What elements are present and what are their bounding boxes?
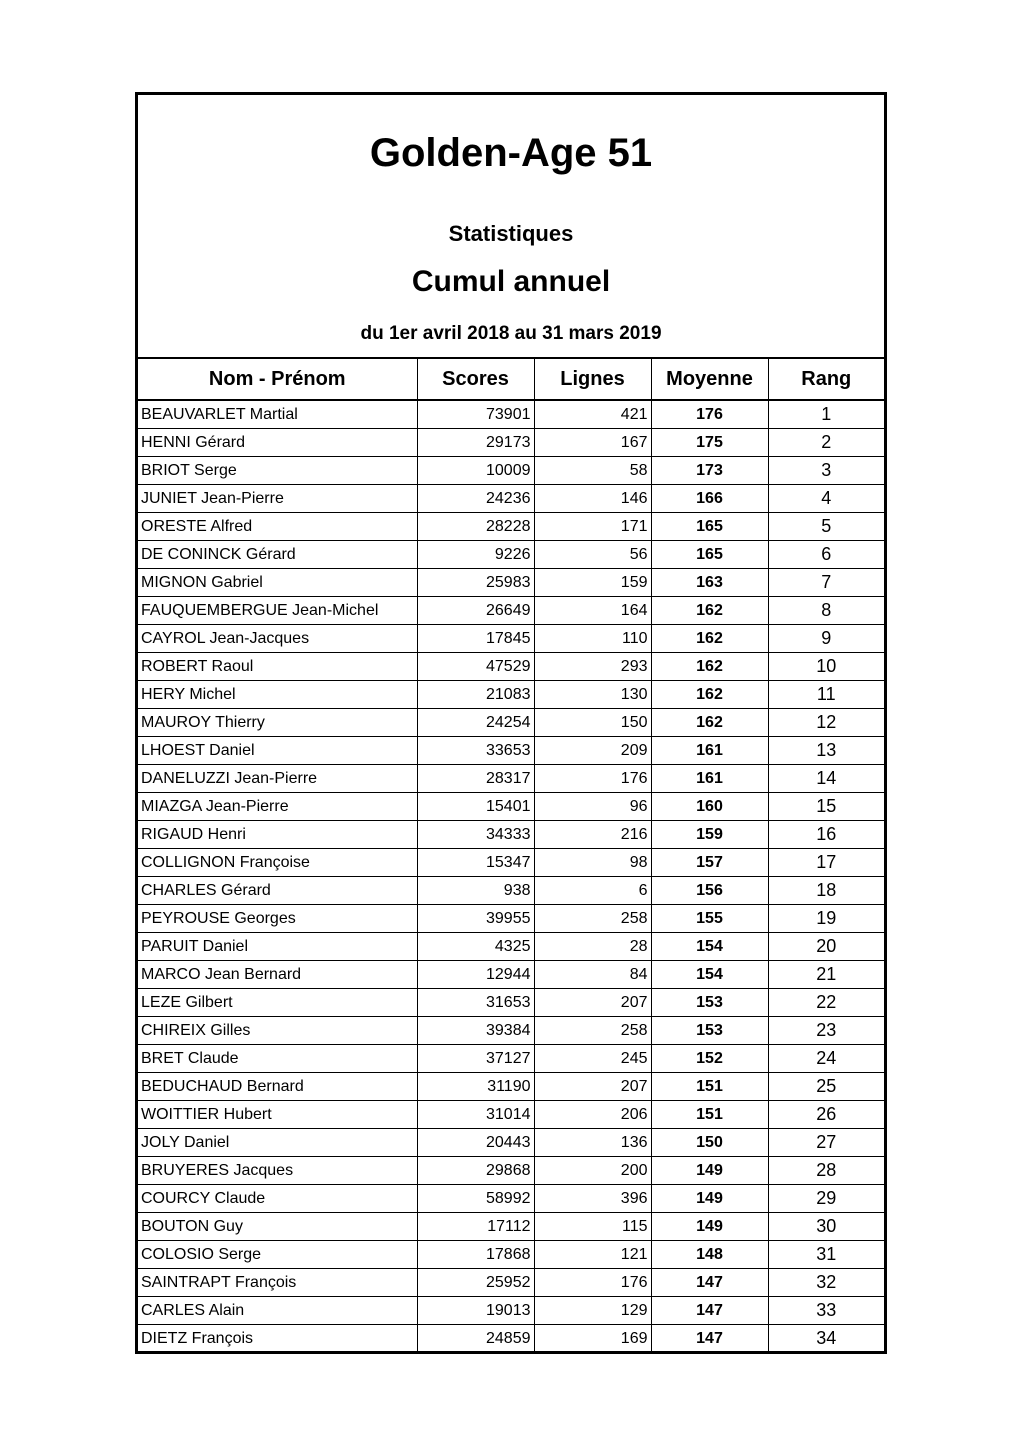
lines-cell: 396 — [534, 1185, 651, 1213]
player-name: BEAUVARLET Martial — [138, 400, 417, 429]
rank-cell: 34 — [768, 1325, 884, 1353]
lines-cell: 207 — [534, 1073, 651, 1101]
player-name: BOUTON Guy — [138, 1213, 417, 1241]
table-row — [138, 1213, 884, 1241]
lines-cell: 150 — [534, 709, 651, 737]
table-row — [138, 793, 884, 821]
player-name: DANELUZZI Jean-Pierre — [138, 765, 417, 793]
table-row — [138, 709, 884, 737]
score-cell: 73901 — [417, 400, 534, 429]
score-cell: 938 — [417, 877, 534, 905]
table-row — [138, 625, 884, 653]
lines-cell: 58 — [534, 457, 651, 485]
score-cell: 26649 — [417, 597, 534, 625]
player-name: DE CONINCK Gérard — [138, 541, 417, 569]
player-name: COURCY Claude — [138, 1185, 417, 1213]
lines-cell: 176 — [534, 765, 651, 793]
page-subtitle: Statistiques — [448, 221, 574, 246]
player-name: LHOEST Daniel — [138, 737, 417, 765]
rank-cell: 4 — [768, 485, 884, 513]
column-header-scores: Scores — [417, 359, 534, 400]
statistics-sheet — [135, 92, 887, 1354]
table-row — [138, 429, 884, 457]
player-name: BEDUCHAUD Bernard — [138, 1073, 417, 1101]
score-cell: 17112 — [417, 1213, 534, 1241]
player-name: HENNI Gérard — [138, 429, 417, 457]
player-name: MIAZGA Jean-Pierre — [138, 793, 417, 821]
lines-cell: 136 — [534, 1129, 651, 1157]
rank-cell: 17 — [768, 849, 884, 877]
player-name: MAUROY Thierry — [138, 709, 417, 737]
rank-cell: 27 — [768, 1129, 884, 1157]
rank-cell: 9 — [768, 625, 884, 653]
table-row — [138, 1045, 884, 1073]
score-cell: 29868 — [417, 1157, 534, 1185]
average-cell: 155 — [651, 905, 768, 933]
average-cell: 153 — [651, 1017, 768, 1045]
rank-cell: 30 — [768, 1213, 884, 1241]
table-row — [138, 849, 884, 877]
rank-cell: 28 — [768, 1157, 884, 1185]
average-cell: 152 — [651, 1045, 768, 1073]
average-cell: 147 — [651, 1325, 768, 1353]
player-name: MIGNON Gabriel — [138, 569, 417, 597]
average-cell: 149 — [651, 1157, 768, 1185]
table-row — [138, 541, 884, 569]
player-name: SAINTRAPT François — [138, 1269, 417, 1297]
rank-cell: 19 — [768, 905, 884, 933]
score-cell: 24236 — [417, 485, 534, 513]
rank-cell: 7 — [768, 569, 884, 597]
score-cell: 12944 — [417, 961, 534, 989]
rank-cell: 10 — [768, 653, 884, 681]
average-cell: 154 — [651, 961, 768, 989]
table-row — [138, 1241, 884, 1269]
lines-cell: 159 — [534, 569, 651, 597]
score-cell: 28228 — [417, 513, 534, 541]
score-cell: 37127 — [417, 1045, 534, 1073]
score-cell: 15347 — [417, 849, 534, 877]
player-name: LEZE Gilbert — [138, 989, 417, 1017]
table-row — [138, 877, 884, 905]
average-cell: 165 — [651, 541, 768, 569]
table-row — [138, 653, 884, 681]
lines-cell: 171 — [534, 513, 651, 541]
average-cell: 154 — [651, 933, 768, 961]
average-cell: 162 — [651, 597, 768, 625]
score-cell: 33653 — [417, 737, 534, 765]
average-cell: 147 — [651, 1297, 768, 1325]
table-row — [138, 513, 884, 541]
average-cell: 176 — [651, 400, 768, 429]
table-row — [138, 737, 884, 765]
lines-cell: 110 — [534, 625, 651, 653]
table-row — [138, 765, 884, 793]
player-name: ROBERT Raoul — [138, 653, 417, 681]
lines-cell: 6 — [534, 877, 651, 905]
lines-cell: 169 — [534, 1325, 651, 1353]
score-cell: 15401 — [417, 793, 534, 821]
score-cell: 24859 — [417, 1325, 534, 1353]
rank-cell: 25 — [768, 1073, 884, 1101]
score-cell: 39384 — [417, 1017, 534, 1045]
lines-cell: 121 — [534, 1241, 651, 1269]
lines-cell: 56 — [534, 541, 651, 569]
player-name: ORESTE Alfred — [138, 513, 417, 541]
player-name: RIGAUD Henri — [138, 821, 417, 849]
average-cell: 160 — [651, 793, 768, 821]
player-name: CHIREIX Gilles — [138, 1017, 417, 1045]
score-cell: 9226 — [417, 541, 534, 569]
player-name: JUNIET Jean-Pierre — [138, 485, 417, 513]
rank-cell: 23 — [768, 1017, 884, 1045]
lines-cell: 129 — [534, 1297, 651, 1325]
table-row — [138, 933, 884, 961]
score-cell: 31014 — [417, 1101, 534, 1129]
sheet-header — [138, 95, 884, 359]
section-heading: Cumul annuel — [411, 265, 611, 298]
average-cell: 147 — [651, 1269, 768, 1297]
table-row — [138, 821, 884, 849]
ranking-table — [138, 359, 884, 1352]
table-row — [138, 1129, 884, 1157]
table-row — [138, 1297, 884, 1325]
lines-cell: 164 — [534, 597, 651, 625]
average-cell: 162 — [651, 653, 768, 681]
table-row — [138, 457, 884, 485]
lines-cell: 28 — [534, 933, 651, 961]
rank-cell: 31 — [768, 1241, 884, 1269]
average-cell: 162 — [651, 709, 768, 737]
average-cell: 157 — [651, 849, 768, 877]
table-row — [138, 681, 884, 709]
lines-cell: 130 — [534, 681, 651, 709]
lines-cell: 209 — [534, 737, 651, 765]
player-name: JOLY Daniel — [138, 1129, 417, 1157]
rank-cell: 32 — [768, 1269, 884, 1297]
average-cell: 153 — [651, 989, 768, 1017]
table-row — [138, 400, 884, 429]
lines-cell: 421 — [534, 400, 651, 429]
column-header-average: Moyenne — [651, 359, 768, 400]
table-row — [138, 1017, 884, 1045]
rank-cell: 26 — [768, 1101, 884, 1129]
average-cell: 150 — [651, 1129, 768, 1157]
average-cell: 151 — [651, 1101, 768, 1129]
table-row — [138, 1185, 884, 1213]
lines-cell: 293 — [534, 653, 651, 681]
average-cell: 151 — [651, 1073, 768, 1101]
rank-cell: 12 — [768, 709, 884, 737]
table-row — [138, 989, 884, 1017]
score-cell: 58992 — [417, 1185, 534, 1213]
table-header-row — [138, 359, 884, 400]
player-name: BRUYERES Jacques — [138, 1157, 417, 1185]
rank-cell: 8 — [768, 597, 884, 625]
player-name: BRIOT Serge — [138, 457, 417, 485]
average-cell: 162 — [651, 625, 768, 653]
lines-cell: 258 — [534, 905, 651, 933]
player-name: BRET Claude — [138, 1045, 417, 1073]
lines-cell: 146 — [534, 485, 651, 513]
lines-cell: 167 — [534, 429, 651, 457]
score-cell: 25983 — [417, 569, 534, 597]
rank-cell: 20 — [768, 933, 884, 961]
lines-cell: 216 — [534, 821, 651, 849]
score-cell: 29173 — [417, 429, 534, 457]
column-header-lines: Lignes — [534, 359, 651, 400]
table-row — [138, 485, 884, 513]
rank-cell: 2 — [768, 429, 884, 457]
average-cell: 159 — [651, 821, 768, 849]
table-row — [138, 597, 884, 625]
average-cell: 149 — [651, 1213, 768, 1241]
average-cell: 175 — [651, 429, 768, 457]
player-name: CHARLES Gérard — [138, 877, 417, 905]
score-cell: 10009 — [417, 457, 534, 485]
table-row — [138, 905, 884, 933]
table-row — [138, 569, 884, 597]
average-cell: 156 — [651, 877, 768, 905]
average-cell: 163 — [651, 569, 768, 597]
table-row — [138, 1325, 884, 1353]
average-cell: 162 — [651, 681, 768, 709]
player-name: COLOSIO Serge — [138, 1241, 417, 1269]
lines-cell: 176 — [534, 1269, 651, 1297]
average-cell: 149 — [651, 1185, 768, 1213]
rank-cell: 6 — [768, 541, 884, 569]
rank-cell: 5 — [768, 513, 884, 541]
average-cell: 166 — [651, 485, 768, 513]
table-row — [138, 1073, 884, 1101]
score-cell: 19013 — [417, 1297, 534, 1325]
rank-cell: 24 — [768, 1045, 884, 1073]
rank-cell: 16 — [768, 821, 884, 849]
rank-cell: 15 — [768, 793, 884, 821]
rank-cell: 14 — [768, 765, 884, 793]
lines-cell: 200 — [534, 1157, 651, 1185]
average-cell: 161 — [651, 765, 768, 793]
score-cell: 25952 — [417, 1269, 534, 1297]
page-title: Golden-Age 51 — [369, 131, 653, 175]
rank-cell: 29 — [768, 1185, 884, 1213]
average-cell: 161 — [651, 737, 768, 765]
table-row — [138, 1157, 884, 1185]
score-cell: 17845 — [417, 625, 534, 653]
average-cell: 165 — [651, 513, 768, 541]
table-row — [138, 1269, 884, 1297]
rank-cell: 3 — [768, 457, 884, 485]
player-name: CAYROL Jean-Jacques — [138, 625, 417, 653]
lines-cell: 245 — [534, 1045, 651, 1073]
lines-cell: 207 — [534, 989, 651, 1017]
player-name: DIETZ François — [138, 1325, 417, 1353]
average-cell: 173 — [651, 457, 768, 485]
lines-cell: 84 — [534, 961, 651, 989]
player-name: CARLES Alain — [138, 1297, 417, 1325]
rank-cell: 11 — [768, 681, 884, 709]
column-header-name: Nom - Prénom — [138, 359, 417, 400]
player-name: COLLIGNON Françoise — [138, 849, 417, 877]
player-name: PARUIT Daniel — [138, 933, 417, 961]
lines-cell: 258 — [534, 1017, 651, 1045]
score-cell: 4325 — [417, 933, 534, 961]
rank-cell: 33 — [768, 1297, 884, 1325]
score-cell: 20443 — [417, 1129, 534, 1157]
score-cell: 28317 — [417, 765, 534, 793]
rank-cell: 22 — [768, 989, 884, 1017]
player-name: MARCO Jean Bernard — [138, 961, 417, 989]
player-name: WOITTIER Hubert — [138, 1101, 417, 1129]
average-cell: 148 — [651, 1241, 768, 1269]
rank-cell: 1 — [768, 400, 884, 429]
score-cell: 17868 — [417, 1241, 534, 1269]
table-row — [138, 961, 884, 989]
score-cell: 39955 — [417, 905, 534, 933]
score-cell: 34333 — [417, 821, 534, 849]
rank-cell: 18 — [768, 877, 884, 905]
lines-cell: 115 — [534, 1213, 651, 1241]
lines-cell: 96 — [534, 793, 651, 821]
score-cell: 31190 — [417, 1073, 534, 1101]
score-cell: 31653 — [417, 989, 534, 1017]
rank-cell: 13 — [768, 737, 884, 765]
player-name: FAUQUEMBERGUE Jean-Michel — [138, 597, 417, 625]
score-cell: 47529 — [417, 653, 534, 681]
table-row — [138, 1101, 884, 1129]
lines-cell: 98 — [534, 849, 651, 877]
date-range: du 1er avril 2018 au 31 mars 2019 — [360, 323, 662, 344]
player-name: PEYROUSE Georges — [138, 905, 417, 933]
column-header-rank: Rang — [768, 359, 884, 400]
player-name: HERY Michel — [138, 681, 417, 709]
score-cell: 21083 — [417, 681, 534, 709]
rank-cell: 21 — [768, 961, 884, 989]
score-cell: 24254 — [417, 709, 534, 737]
lines-cell: 206 — [534, 1101, 651, 1129]
